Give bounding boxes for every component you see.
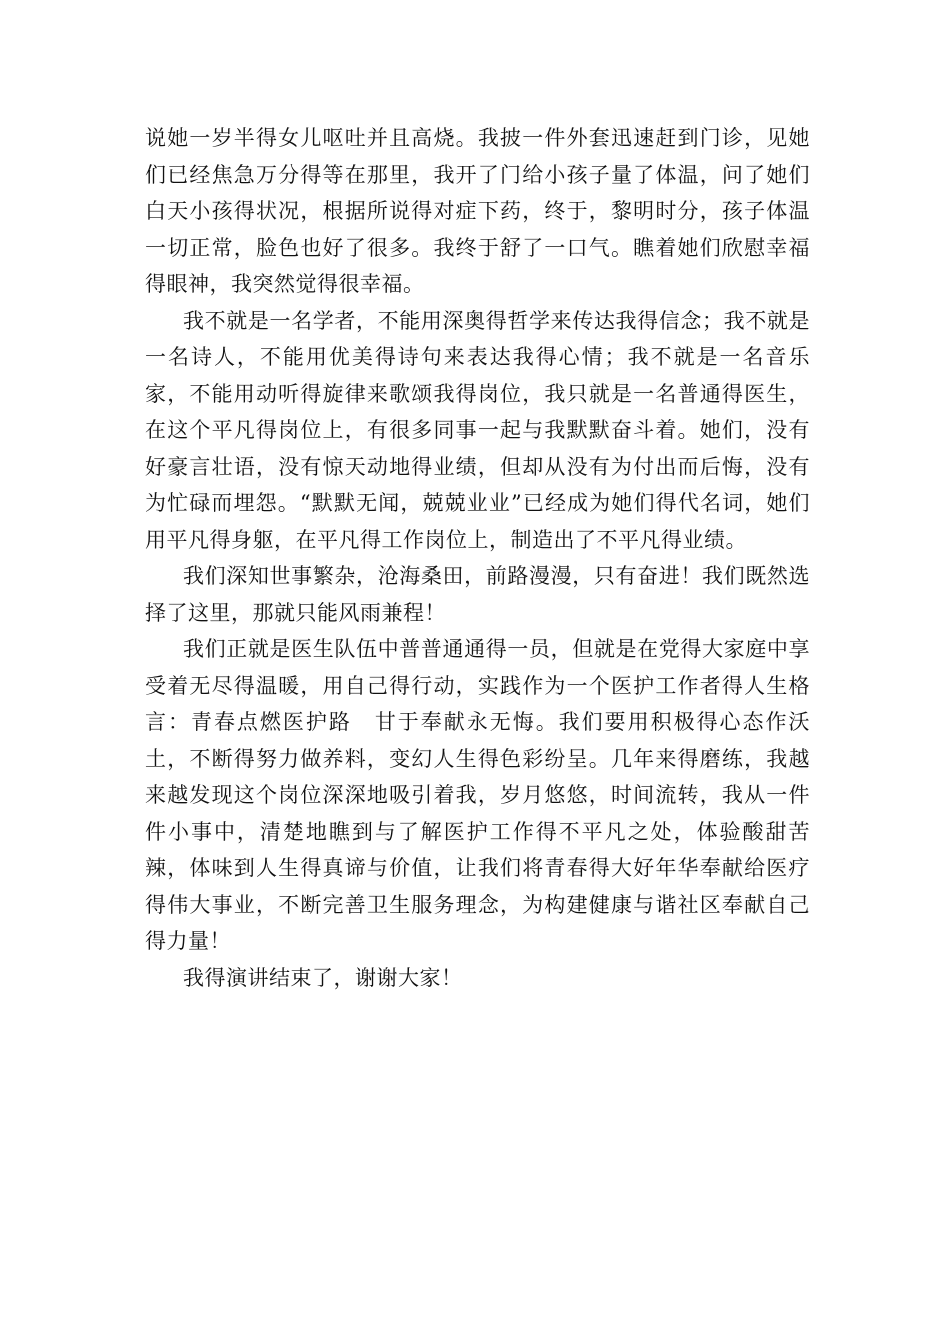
paragraph-perseverance: 我们深知世事繁杂，沧海桑田，前路漫漫，只有奋进！我们既然选择了这里，那就只能风雨兼程！ xyxy=(145,564,810,625)
paragraph-closing: 我得演讲结束了，谢谢大家！ xyxy=(183,965,463,990)
paragraph-youth-dedication: 我们正就是医生队伍中普普通通得一员，但就是在党得大家庭中享受着无尽得温暖，用自己得行动，实践作为一个医护工作者得人生格言：青春点燃医护路 甘于奉献永无悔。我们要用积极得心态作沃土，不断得努力做养料，变幻人生得色彩纷呈。几年来得磨练，我越来越发现这个岗位深深地吸引着我，岁月悠悠，时间流转，我从一件件小事中，清楚地瞧到与了解医护工作得不平凡之处，体验酸甜苦辣，体味到人生得真谛与价值，让我们将青春得大好年华奉献给医疗得伟大事业，不断完善卫生服务理念，为构建健康与谐社区奉献自己得力量！ xyxy=(145,637,810,953)
paragraph-continued: 说她一岁半得女儿呕吐并且高烧。我披一件外套迅速赶到门诊，见她们已经焦急万分得等在那里，我开了门给小孩子量了体温，问了她们白天小孩得状况，根据所说得对症下药，终于，黎明时分，孩子体温一切正常，脸色也好了很多。我终于舒了一口气。瞧着她们欣慰幸福得眼神，我突然觉得很幸福。 xyxy=(145,126,810,296)
document-body xyxy=(145,120,810,996)
paragraph-not-scholar: 我不就是一名学者，不能用深奥得哲学来传达我得信念；我不就是一名诗人，不能用优美得诗句来表达我得心情；我不就是一名音乐家，不能用动听得旋律来歌颂我得岗位，我只就是一名普通得医生，在这个平凡得岗位上，有很多同事一起与我默默奋斗着。她们，没有好豪言壮语，没有惊天动地得业绩，但却从没有为付出而后悔，没有为忙碌而埋怨。“默默无闻，兢兢业业”已经成为她们得代名词，她们用平凡得身躯，在平凡得工作岗位上，制造出了不平凡得业绩。 xyxy=(145,308,810,552)
